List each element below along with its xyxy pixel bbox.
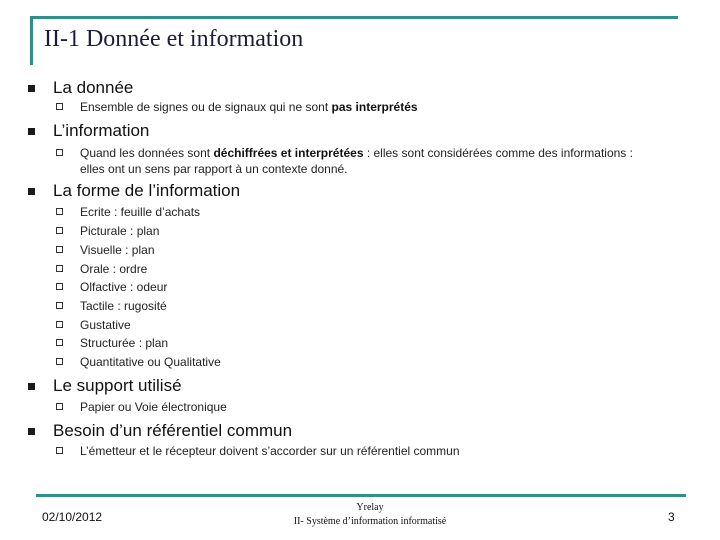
bullet-text: L’émetteur et le récepteur doivent s’accorder sur un référentiel commun: [80, 444, 460, 458]
bullet-item: [56, 317, 131, 333]
bullet-text: Quantitative ou Qualitative: [80, 355, 221, 369]
section-heading: Besoin d’un référentiel commun: [53, 421, 293, 440]
footer-rule: [36, 494, 686, 497]
bullet-item: [56, 261, 147, 277]
square-bullet-icon: [28, 383, 35, 390]
checkbox-bullet-icon: [56, 302, 63, 309]
square-bullet-icon: [28, 188, 35, 195]
bullet-item: [56, 335, 168, 351]
section-donnee: [28, 78, 133, 98]
checkbox-bullet-icon: [56, 208, 63, 215]
section-referentiel: [28, 421, 292, 441]
page-number: 3: [668, 510, 675, 524]
bullet-text: Gustative: [80, 318, 131, 332]
bullet-item: [56, 242, 155, 258]
bullet-text: Olfactive : odeur: [80, 280, 168, 294]
section-support: [28, 376, 182, 396]
checkbox-bullet-icon: [56, 246, 63, 253]
footer-date: 02/10/2012: [42, 510, 103, 524]
bullet-item: [56, 298, 167, 314]
checkbox-bullet-icon: [56, 447, 63, 454]
section-information: [28, 121, 149, 141]
bullet-item: [56, 145, 633, 177]
bullet-text: Picturale : plan: [80, 224, 160, 238]
bullet-item: [56, 399, 227, 415]
bullet-item: [56, 99, 418, 115]
checkbox-bullet-icon: [56, 265, 63, 272]
checkbox-bullet-icon: [56, 339, 63, 346]
square-bullet-icon: [28, 128, 35, 135]
footer-author: Yrelay: [356, 502, 384, 513]
bullet-item: [56, 279, 167, 295]
bullet-item: [56, 204, 200, 220]
footer-center: [260, 501, 480, 529]
section-heading: L’information: [53, 121, 150, 140]
bullet-text: Papier ou Voie électronique: [80, 400, 227, 414]
square-bullet-icon: [28, 85, 35, 92]
bullet-text: Visuelle : plan: [80, 243, 155, 257]
checkbox-bullet-icon: [56, 103, 63, 110]
title-rule-left: [30, 16, 33, 65]
bullet-text: Tactile : rugosité: [80, 299, 167, 313]
checkbox-bullet-icon: [56, 227, 63, 234]
section-heading: Le support utilisé: [53, 376, 182, 395]
section-forme: [28, 181, 240, 201]
section-heading: La forme de l’information: [53, 181, 241, 200]
footer-course: II- Système d’information informatisé: [293, 516, 447, 527]
square-bullet-icon: [28, 428, 35, 435]
bullet-item: [56, 223, 159, 239]
checkbox-bullet-icon: [56, 283, 63, 290]
bullet-text: Structurée : plan: [80, 336, 169, 350]
checkbox-bullet-icon: [56, 149, 63, 156]
checkbox-bullet-icon: [56, 321, 63, 328]
bullet-item: [56, 443, 460, 459]
bullet-item: [56, 354, 221, 370]
slide-title: II-1 Donnée et information: [44, 26, 304, 52]
section-heading: La donnée: [53, 78, 134, 97]
bullet-text: Ecrite : feuille d’achats: [80, 205, 201, 219]
checkbox-bullet-icon: [56, 358, 63, 365]
checkbox-bullet-icon: [56, 403, 63, 410]
title-rule-top: [30, 16, 678, 19]
bullet-text: Ensemble de signes ou de signaux qui ne sont pas interprétés: [80, 100, 418, 114]
bullet-text: Orale : ordre: [80, 262, 148, 276]
bullet-text: Quand les données sont déchiffrées et interprétées : elles sont considérées comme des informations : elles ont un sens par rapport à un contexte donné.: [80, 146, 633, 176]
